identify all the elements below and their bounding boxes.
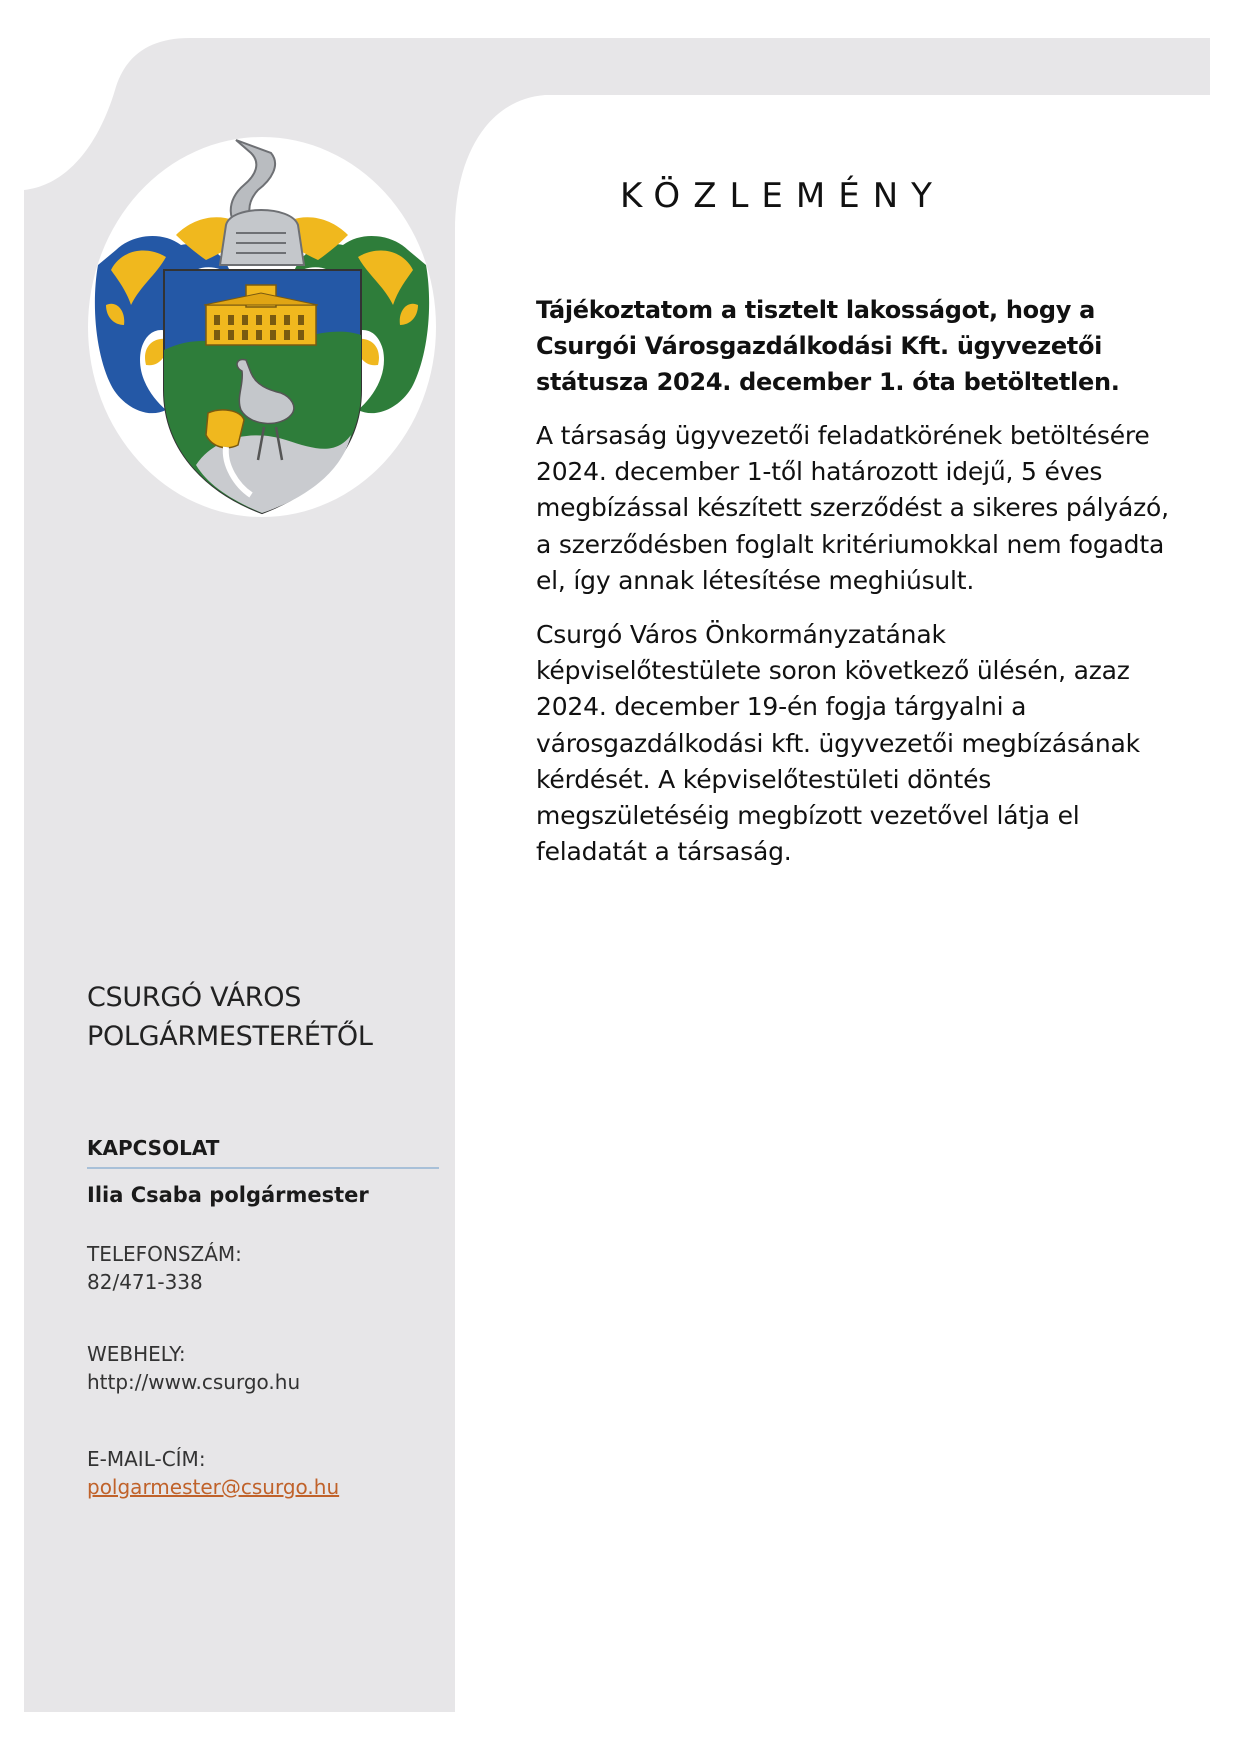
contact-name: Ilia Csaba polgármester <box>87 1183 369 1207</box>
email-link[interactable]: polgarmester@csurgo.hu <box>87 1475 340 1499</box>
contact-heading: KAPCSOLAT <box>87 1136 439 1169</box>
web-label: WEBHELY: <box>87 1342 186 1366</box>
email-field <box>87 1445 339 1501</box>
phone-label: TELEFONSZÁM: <box>87 1242 242 1266</box>
email-label: E-MAIL-CÍM: <box>87 1447 206 1471</box>
phone-field <box>87 1240 242 1296</box>
notice-paragraph-1: A társaság ügyvezetői feladatkörének betöltésére 2024. december 1-től határozott idejű, 5 éves megbízással készített szerződést a sikeres pályázó, a szerződésben foglalt kritériumokkal nem fogadta el, így annak létesítése meghiúsult. <box>536 421 1169 595</box>
notice-paragraph-2: Csurgó Város Önkormányzatának képviselőtestülete soron következő ülésén, azaz 2024. december 19-én fogja tárgyalni a városgazdálkodási kft. ügyvezetői megbízásának kérdését. A képviselőtestületi döntés megszületéséig megbízott vezetővel látja el feladatát a társaság. <box>536 620 1140 867</box>
sender-line-2: POLGÁRMESTERÉTŐL <box>87 1021 373 1052</box>
sender-block <box>87 978 447 1056</box>
web-value[interactable]: http://www.csurgo.hu <box>87 1370 301 1394</box>
sender-line-1: CSURGÓ VÁROS <box>87 982 302 1013</box>
notice-lead: Tájékoztatom a tisztelt lakosságot, hogy a Csurgói Városgazdálkodási Kft. ügyvezetői státusza 2024. december 1. óta betöltetlen. <box>536 296 1120 396</box>
web-field <box>87 1340 300 1396</box>
coat-of-arms-crane-icon <box>86 135 438 520</box>
page-title: KÖZLEMÉNY <box>620 176 945 216</box>
phone-value: 82/471-338 <box>87 1270 203 1294</box>
notice-body <box>536 292 1176 888</box>
